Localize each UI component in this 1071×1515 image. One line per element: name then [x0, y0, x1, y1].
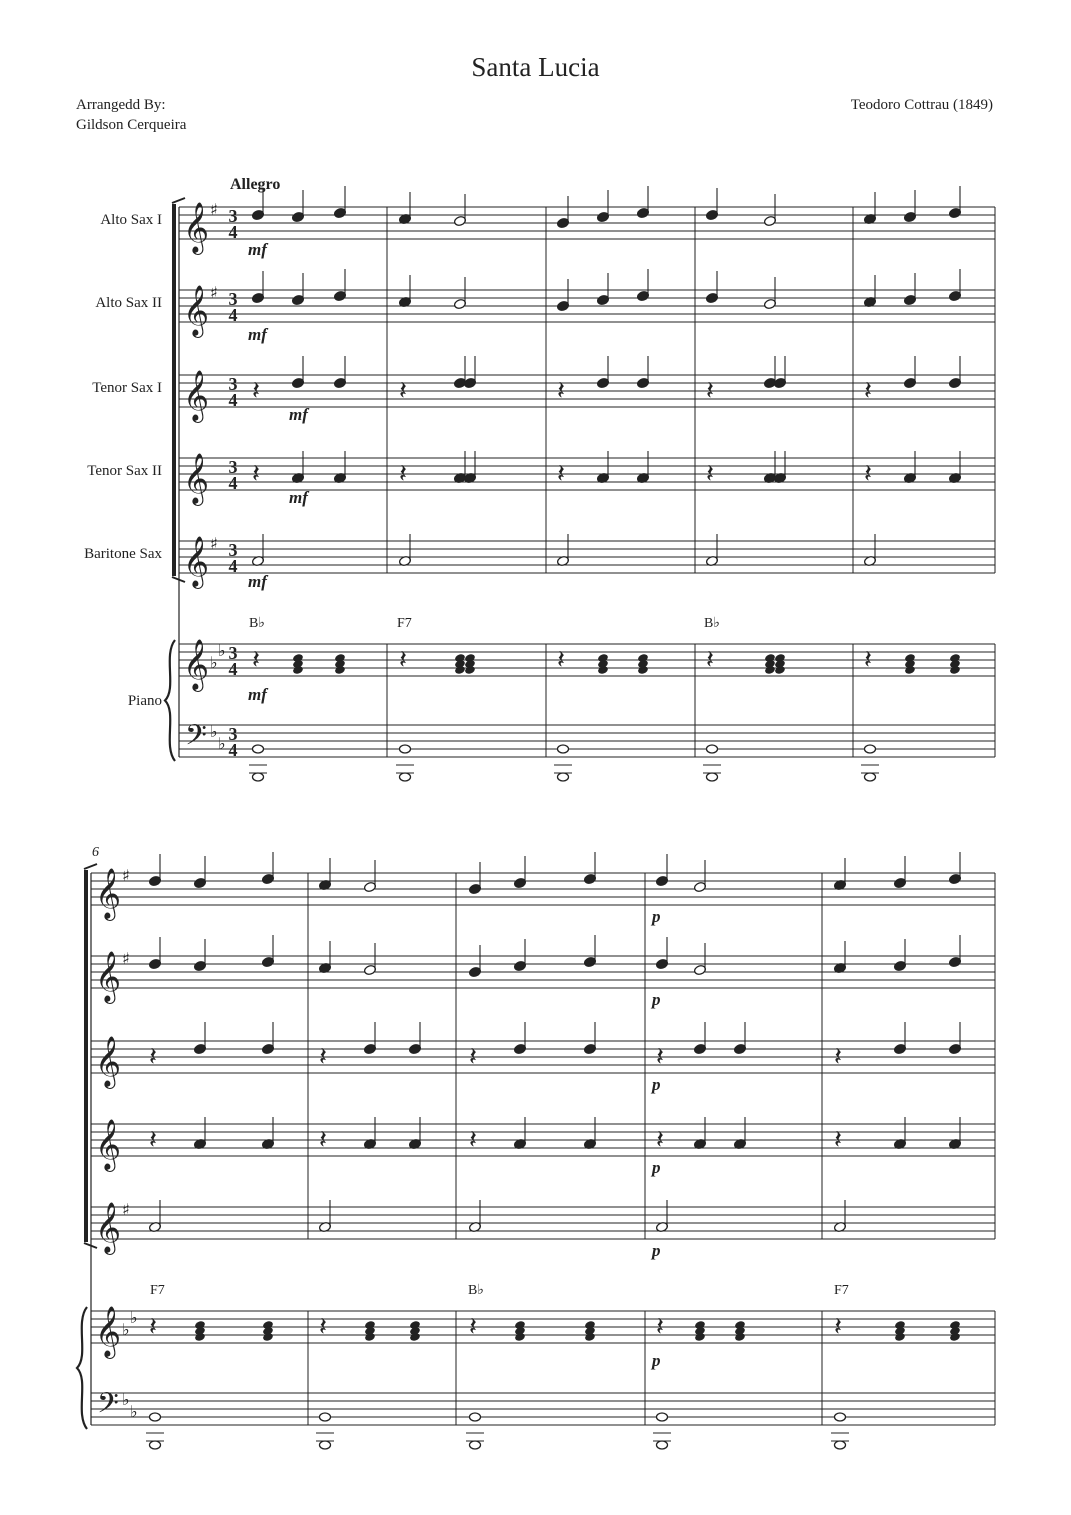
system1-piano-bass-note: [400, 745, 411, 753]
system2-key-accidental: ♯: [122, 949, 130, 968]
system2-key-accidental: ♯: [122, 1200, 130, 1219]
system2-piano-bass-note: [150, 1441, 161, 1449]
system2-treble-clef: 𝄞: [95, 868, 122, 919]
dynamic-p: p: [652, 1241, 661, 1260]
dynamic-p: p: [652, 1351, 661, 1370]
system1-time-sig-bottom: 4: [228, 305, 238, 325]
system1-time-sig-top: 3: [228, 540, 238, 560]
system1-piano-bass-note: [865, 745, 876, 753]
system2-piano-bass-note: [835, 1413, 846, 1421]
system1-time-sig-top: 3: [228, 724, 238, 744]
system2-tenor-rest: 𝄽: [834, 1042, 842, 1072]
dynamic-mf: mf: [289, 405, 308, 424]
system1-time-sig-bottom: 4: [228, 659, 238, 679]
system1-tenor-rest: 𝄽: [557, 376, 565, 406]
instrument-label-baritone-sax: Baritone Sax: [84, 546, 162, 562]
system1-tenor-rest: 𝄽: [864, 376, 872, 406]
system1-time-sig-bottom: 4: [228, 473, 238, 493]
system1-key-accidental: ♯: [210, 200, 218, 219]
system1-piano-bass-note: [707, 773, 718, 781]
system1-piano-rest: 𝄽: [557, 645, 565, 675]
system2-piano-rest: 𝄽: [834, 1312, 842, 1342]
system1-tenor-rest: 𝄽: [252, 376, 260, 406]
system1-time-sig-top: 3: [228, 289, 238, 309]
measure-number: 6: [92, 845, 99, 860]
dynamic-mf: mf: [248, 572, 267, 591]
dynamic-p: p: [652, 1075, 661, 1094]
system2-bracket: [84, 870, 88, 1242]
system1-time-sig-top: 3: [228, 374, 238, 394]
system1-piano-bass-note: [558, 773, 569, 781]
system2-piano-brace: [77, 1307, 87, 1429]
system2-piano-rest: 𝄽: [469, 1312, 477, 1342]
system2-piano-bass-note: [320, 1441, 331, 1449]
system2-tenor-rest: 𝄽: [469, 1125, 477, 1155]
system1-piano-rest: 𝄽: [252, 645, 260, 675]
dynamic-mf: mf: [289, 488, 308, 507]
chord-symbol: B♭: [249, 616, 265, 631]
chord-symbol: F7: [150, 1283, 165, 1298]
chord-symbol: B♭: [704, 616, 720, 631]
system2-tenor-rest: 𝄽: [319, 1042, 327, 1072]
system2-treble-clef: 𝄞: [95, 1202, 122, 1253]
system2-tenor-rest: 𝄽: [656, 1042, 664, 1072]
system2-tenor-rest: 𝄽: [656, 1125, 664, 1155]
system2-piano-bass-note: [150, 1413, 161, 1421]
system1-piano-brace: [165, 640, 175, 761]
system1-key-accidental: ♭: [218, 734, 226, 753]
system1-bracket: [172, 204, 176, 576]
system1-tenor-rest: 𝄽: [252, 459, 260, 489]
system2-treble-clef: 𝄞: [95, 1036, 122, 1087]
dynamic-mf: mf: [248, 240, 267, 259]
system1-treble-clef: 𝄞: [183, 370, 210, 421]
system1-time-sig-bottom: 4: [228, 390, 238, 410]
system2-piano-bass-note: [320, 1413, 331, 1421]
instrument-label-tenor-sax-2: Tenor Sax II: [87, 463, 162, 479]
system1-tenor-rest: 𝄽: [399, 459, 407, 489]
system1-piano-bass-note: [253, 773, 264, 781]
system2-piano-rest: 𝄽: [656, 1312, 664, 1342]
system2-bass-clef: 𝄢: [97, 1387, 119, 1427]
chord-symbol: B♭: [468, 1283, 484, 1298]
arranger-name: Gildson Cerqueira: [76, 117, 187, 133]
system2-piano-rest: 𝄽: [149, 1312, 157, 1342]
system2-key-accidental: ♭: [130, 1308, 138, 1327]
system1-time-sig-top: 3: [228, 643, 238, 663]
system1-key-accidental: ♯: [210, 534, 218, 553]
system1-key-accidental: ♭: [218, 641, 226, 660]
system1-piano-bass-note: [400, 773, 411, 781]
chord-symbol: F7: [834, 1283, 849, 1298]
system2-tenor-rest: 𝄽: [834, 1125, 842, 1155]
system1-key-accidental: ♭: [210, 722, 218, 741]
system2-tenor-rest: 𝄽: [319, 1125, 327, 1155]
system1-piano-rest: 𝄽: [864, 645, 872, 675]
tempo-marking: Allegro: [230, 176, 281, 193]
dynamic-p: p: [652, 907, 661, 926]
system1-tenor-rest: 𝄽: [399, 376, 407, 406]
dynamic-mf: mf: [248, 685, 267, 704]
system2-tenor-rest: 𝄽: [149, 1042, 157, 1072]
chord-symbol: F7: [397, 616, 412, 631]
system1-treble-clef: 𝄞: [183, 639, 210, 690]
system1-bass-clef: 𝄢: [185, 719, 207, 759]
system2-key-accidental: ♭: [122, 1320, 130, 1339]
system2-key-accidental: ♯: [122, 866, 130, 885]
system1-time-sig-bottom: 4: [228, 556, 238, 576]
system1-treble-clef: 𝄞: [183, 202, 210, 253]
instrument-label-piano: Piano: [127, 693, 162, 709]
system1-piano-rest: 𝄽: [706, 645, 714, 675]
arranger-label: Arrangedd By:: [76, 97, 166, 113]
system1-piano-rest: 𝄽: [399, 645, 407, 675]
system1-tenor-rest: 𝄽: [706, 459, 714, 489]
system2-piano-bass-note: [470, 1413, 481, 1421]
dynamic-p: p: [652, 990, 661, 1009]
system1-tenor-rest: 𝄽: [557, 459, 565, 489]
system2-tenor-rest: 𝄽: [149, 1125, 157, 1155]
system1-treble-clef: 𝄞: [183, 453, 210, 504]
system1-treble-clef: 𝄞: [183, 536, 210, 587]
dynamic-p: p: [652, 1158, 661, 1177]
instrument-label-alto-sax-1: Alto Sax I: [100, 212, 162, 228]
system1-tenor-rest: 𝄽: [706, 376, 714, 406]
system1-treble-clef: 𝄞: [183, 285, 210, 336]
dynamic-mf: mf: [248, 325, 267, 344]
page-title: Santa Lucia: [471, 52, 600, 82]
system2-piano-bass-note: [835, 1441, 846, 1449]
system2-key-accidental: ♭: [122, 1390, 130, 1409]
system2-piano-bass-note: [657, 1413, 668, 1421]
instrument-label-tenor-sax-1: Tenor Sax I: [92, 380, 162, 396]
system1-tenor-rest: 𝄽: [864, 459, 872, 489]
system1-piano-bass-note: [558, 745, 569, 753]
system1-piano-bass-note: [865, 773, 876, 781]
system1-piano-bass-note: [253, 745, 264, 753]
composer: Teodoro Cottrau (1849): [850, 97, 993, 113]
system1-time-sig-top: 3: [228, 206, 238, 226]
system2-piano-bass-note: [470, 1441, 481, 1449]
system1-time-sig-bottom: 4: [228, 740, 238, 760]
system1-key-accidental: ♯: [210, 283, 218, 302]
system2-key-accidental: ♭: [130, 1402, 138, 1421]
system2-piano-bass-note: [657, 1441, 668, 1449]
system2-piano-rest: 𝄽: [319, 1312, 327, 1342]
system1-time-sig-bottom: 4: [228, 222, 238, 242]
system1-piano-bass-note: [707, 745, 718, 753]
system2-treble-clef: 𝄞: [95, 1119, 122, 1170]
system1-key-accidental: ♭: [210, 653, 218, 672]
system2-treble-clef: 𝄞: [95, 951, 122, 1002]
system1-time-sig-top: 3: [228, 457, 238, 477]
instrument-label-alto-sax-2: Alto Sax II: [95, 295, 162, 311]
system2-treble-clef: 𝄞: [95, 1306, 122, 1357]
system2-tenor-rest: 𝄽: [469, 1042, 477, 1072]
